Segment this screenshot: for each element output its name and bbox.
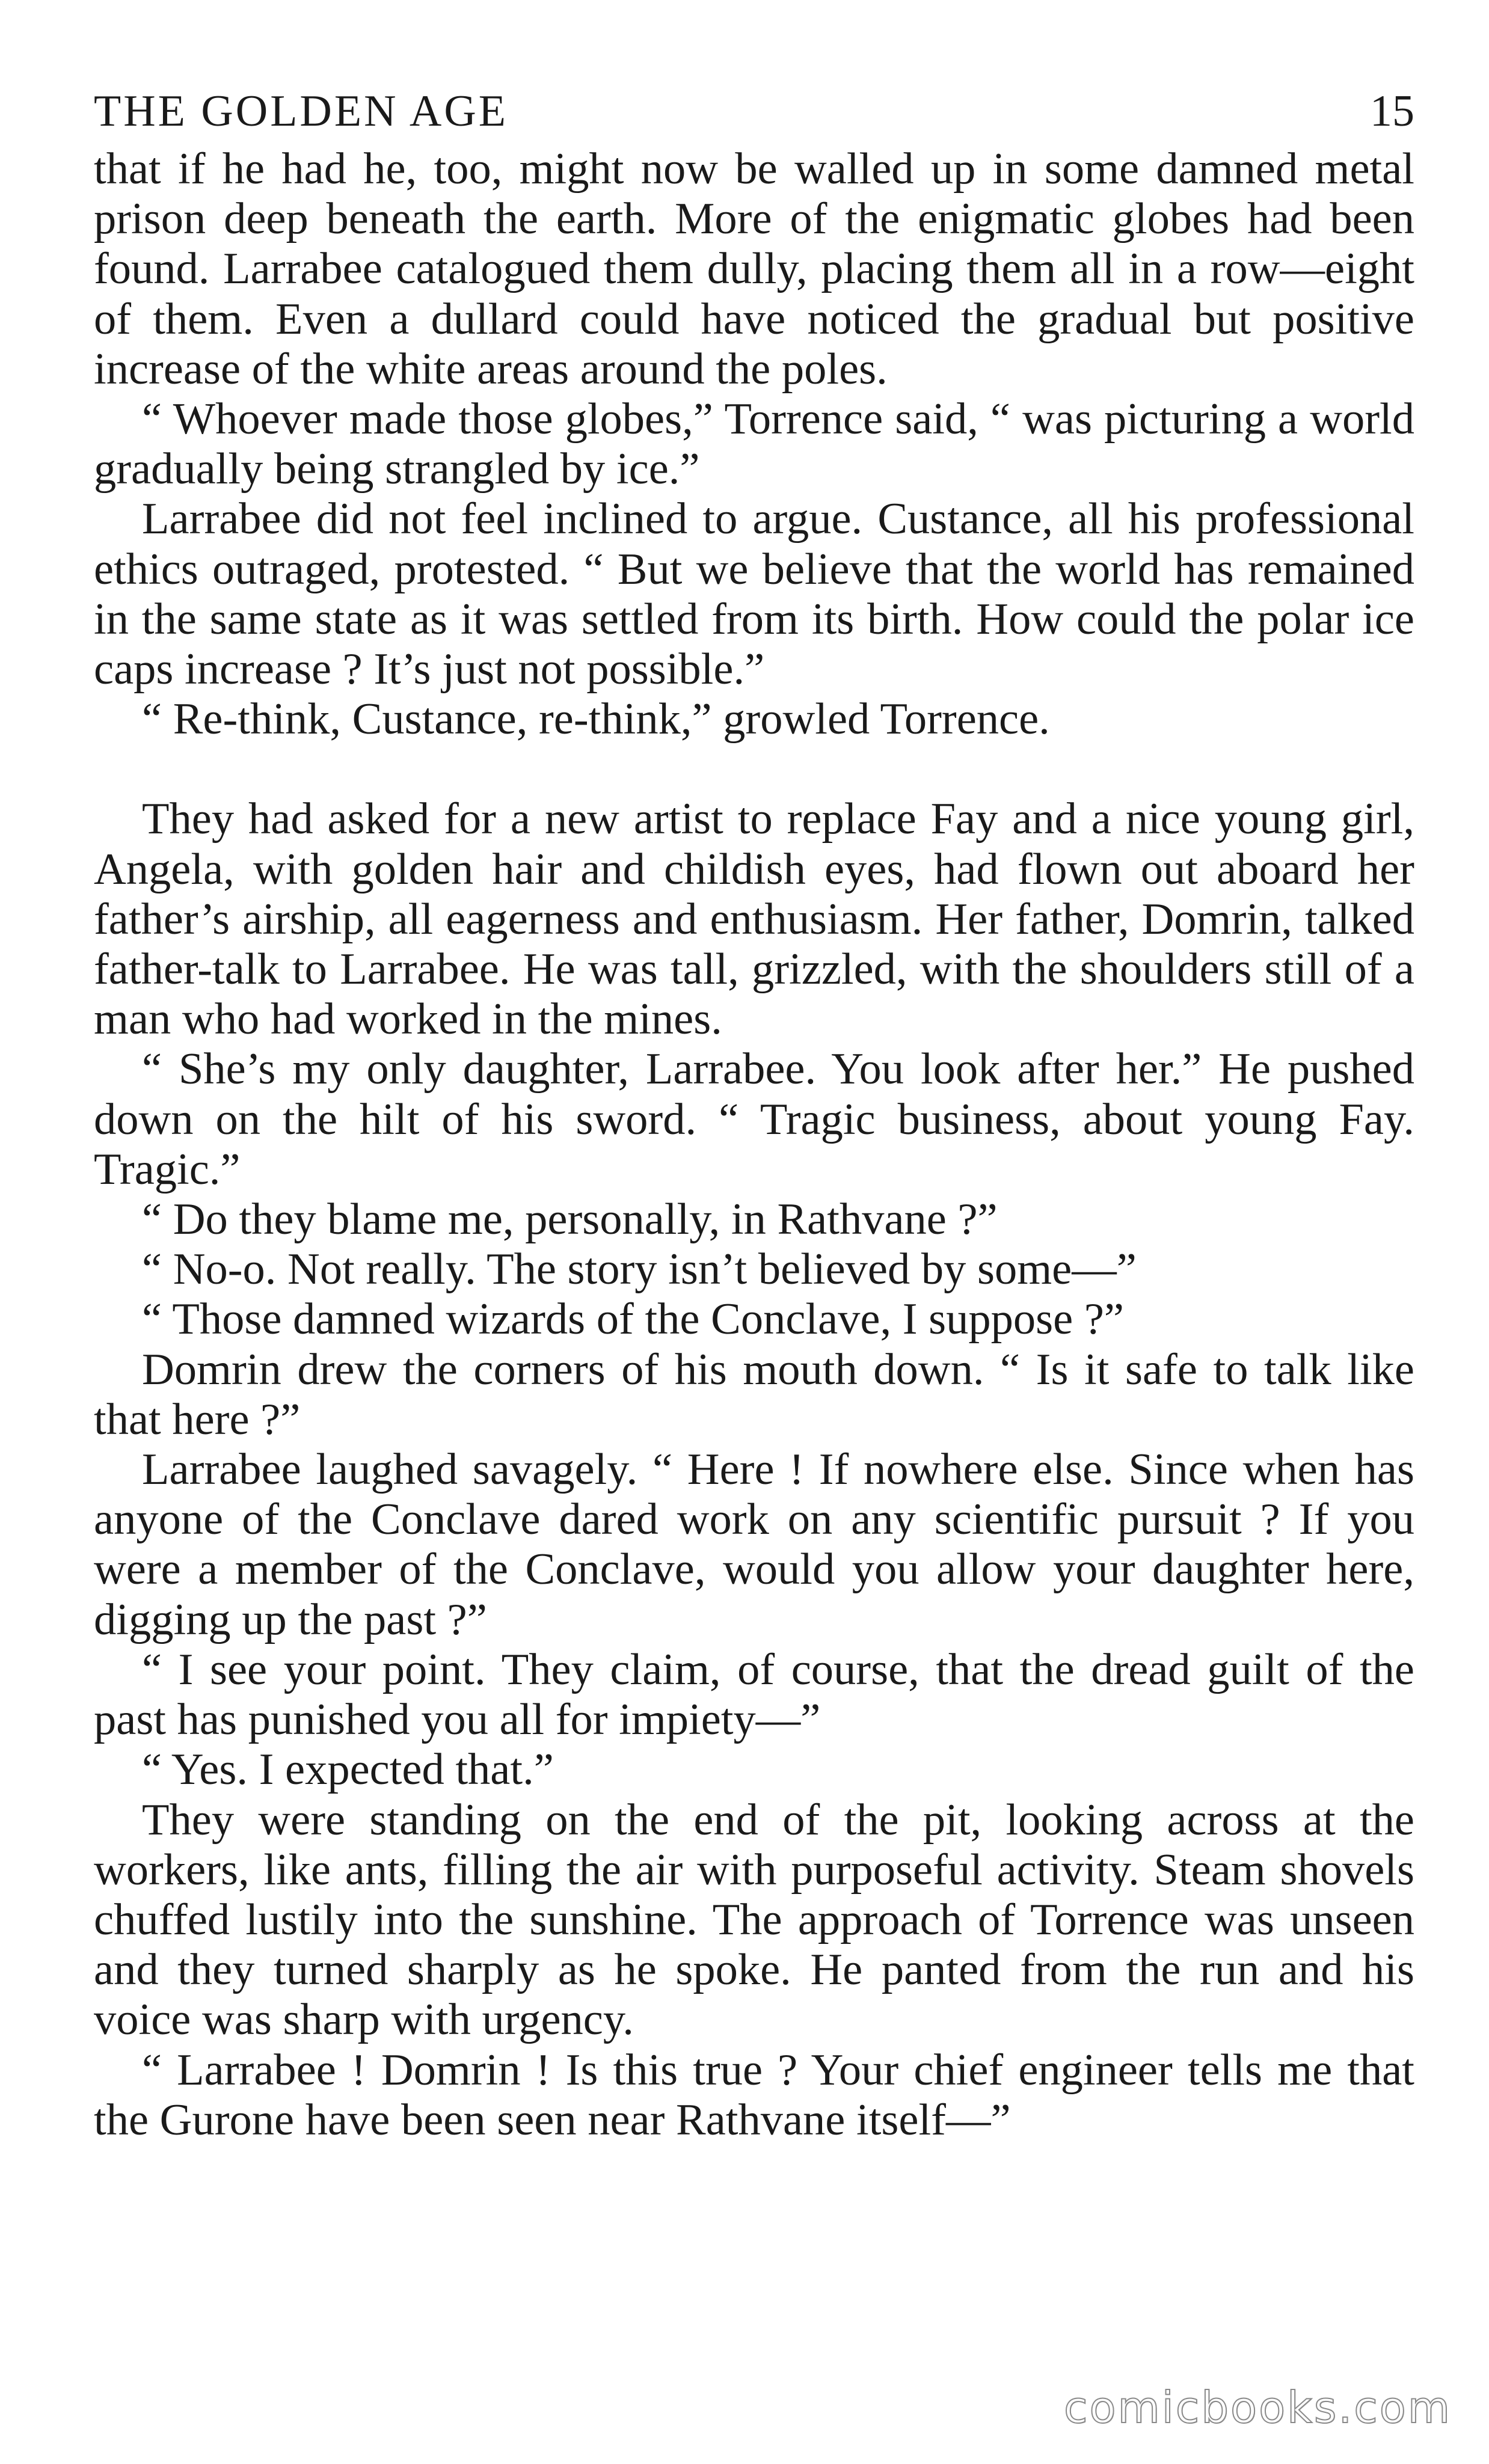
paragraph: “ Those damned wizards of the Conclave, I suppose ?” [142, 1295, 1124, 1344]
watermark: comicbooks.com [1063, 2382, 1452, 2433]
paragraph: “ Do they blame me, personally, in Rathvane ?” [142, 1195, 998, 1245]
paragraph: “ I see your point. They claim, of course, that the dread guilt of the past has punished you all for impiety—” [94, 1644, 1414, 1745]
body-text [94, 144, 1414, 2145]
running-title: THE GOLDEN AGE [94, 87, 509, 136]
paragraph: that if he had he, too, might now be walled up in some damned metal prison deep beneath the earth. More of the enigmatic globes had been found. Larrabee catalogued them dully, placing them all in a row—eight of them. Even a dullard could have noticed the gradual but positive increase of the white areas around the poles. [94, 144, 1414, 394]
paragraph: “ Yes. I expected that.” [142, 1745, 554, 1795]
paragraph: “ Re-think, Custance, re-think,” growled Torrence. [142, 694, 1050, 744]
book-page [94, 78, 1414, 2145]
paragraph: They were standing on the end of the pit, looking across at the workers, like ants, filling the air with purposeful activity. Steam shovels chuffed lustily into the sunshine. The approach of Torrence was unseen and they turned sharply as he spoke. He panted from the run and his voice was sharp with urgency. [94, 1795, 1414, 2045]
paragraph: “ She’s my only daughter, Larrabee. You look after her.” He pushed down on the hilt of his sword. “ Tragic business, about young Fay. Tragic.” [94, 1044, 1414, 1194]
paragraph: “ Larrabee ! Domrin ! Is this true ? Your chief engineer tells me that the Gurone have been seen near Rathvane itself—” [94, 2045, 1414, 2145]
paragraph: Domrin drew the corners of his mouth down. “ Is it safe to talk like that here ?” [94, 1344, 1414, 1444]
paragraph: “ Whoever made those globes,” Torrence said, “ was picturing a world gradually being strangled by ice.” [94, 394, 1414, 494]
page-number: 15 [1370, 87, 1414, 136]
running-head [94, 78, 1414, 144]
paragraph: “ No-o. Not really. The story isn’t believed by some—” [142, 1245, 1137, 1295]
paragraph: Larrabee did not feel inclined to argue. Custance, all his professional ethics outraged, protested. “ But we believe that the world has remained in the same state as it was settled from its birth. How could the polar ice caps increase ? It’s just not possible.” [94, 494, 1414, 694]
paragraph: They had asked for a new artist to replace Fay and a nice young girl, Angela, with golden hair and childish eyes, had flown out aboard her father’s airship, all eagerness and enthusiasm. Her father, Domrin, talked father-talk to Larrabee. He was tall, grizzled, with the shoulders still of a man who had worked in the mines. [94, 794, 1414, 1044]
paragraph: Larrabee laughed savagely. “ Here ! If nowhere else. Since when has anyone of the Conclave dared work on any scientific pursuit ? If you were a member of the Conclave, would you allow your daughter here, digging up the past ?” [94, 1445, 1414, 1644]
